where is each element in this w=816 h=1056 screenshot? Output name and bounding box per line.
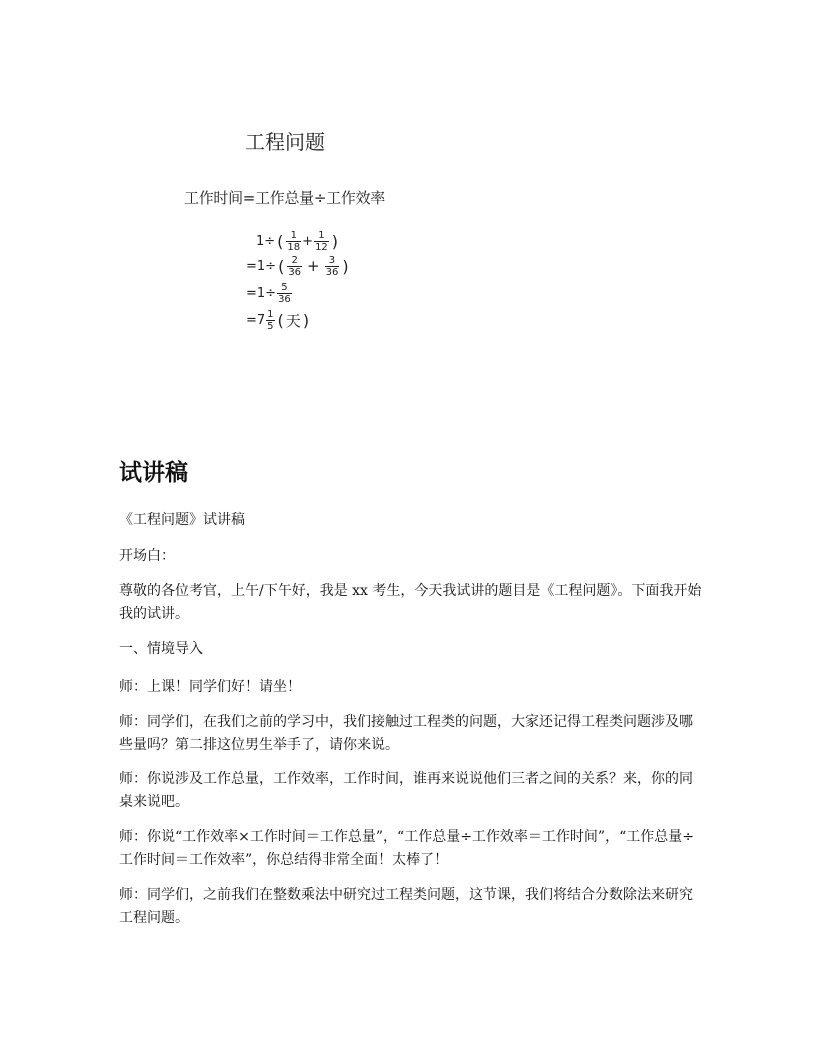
paragraph: 师：同学们，之前我们在整数乘法中研究过工程类问题，这节课，我们将结合分数除法来研究工程问题。 xyxy=(119,887,693,926)
numerator: 2 xyxy=(291,254,298,266)
denominator: 36 xyxy=(288,266,302,278)
denominator: 5 xyxy=(267,320,274,332)
calc-line-4 xyxy=(246,306,311,334)
close-paren: ) xyxy=(302,310,310,330)
paragraph: 一、情境导入 xyxy=(119,641,203,657)
plus-sign: + xyxy=(302,233,314,249)
fraction xyxy=(325,255,340,278)
close-paren: ) xyxy=(331,231,339,251)
fraction xyxy=(266,309,274,332)
fraction xyxy=(314,230,329,253)
numerator: 1 xyxy=(267,308,274,320)
numerator: 3 xyxy=(328,254,336,266)
open-paren: ( xyxy=(278,256,285,276)
open-paren: ( xyxy=(277,310,284,330)
paragraph: 师：你说涉及工作总量，工作效率，工作时间，谁再来说说他们三者之间的关系？来，你的同桌来说吧。 xyxy=(119,771,693,810)
open-paren: ( xyxy=(277,231,284,251)
fraction xyxy=(277,282,292,305)
document-heading: 试讲稿 xyxy=(119,460,188,486)
calc-line-3 xyxy=(246,279,293,307)
formula-line: 工作时间=工作总量÷工作效率 xyxy=(184,189,385,207)
calc-prefix: 1÷ xyxy=(256,233,276,249)
calc-line-1 xyxy=(256,227,340,255)
paragraph: 尊敬的各位考官，上午/下午好，我是 xx 考生，今天我试讲的题目是《工程问题》。下面我开始我的试讲。 xyxy=(119,583,702,622)
denominator: 18 xyxy=(287,241,301,253)
calc-prefix: =7 xyxy=(246,312,266,328)
calc-prefix: =1÷ xyxy=(246,258,277,274)
blackboard-title: 工程问题 xyxy=(245,130,325,154)
denominator: 36 xyxy=(325,266,339,278)
paragraph: 开场白： xyxy=(119,548,175,564)
unit-label: 天 xyxy=(285,311,301,330)
paragraph: 师：你说“工作效率×工作时间＝工作总量”，“工作总量÷工作效率＝工作时间”，“工作总量÷工作时间＝工作效率”，你总结得非常全面！太棒了！ xyxy=(119,829,694,868)
calc-prefix: =1÷ xyxy=(246,285,277,301)
numerator: 1 xyxy=(318,229,325,241)
paragraph: 《工程问题》试讲稿 xyxy=(119,512,245,528)
fraction xyxy=(287,255,302,278)
calc-line-2 xyxy=(246,252,351,280)
numerator: 5 xyxy=(281,281,288,293)
denominator: 12 xyxy=(315,241,328,253)
denominator: 36 xyxy=(278,293,291,305)
numerator: 1 xyxy=(290,229,297,241)
paragraph: 师：上课！同学们好！请坐！ xyxy=(119,679,301,695)
fraction xyxy=(286,230,301,253)
close-paren: ) xyxy=(342,256,349,276)
paragraph: 师：同学们，在我们之前的学习中，我们接触过工程类的问题，大家还记得工程类问题涉及哪些量吗？第二排这位男生举手了，请你来说。 xyxy=(119,714,693,753)
plus-sign: + xyxy=(307,257,320,275)
